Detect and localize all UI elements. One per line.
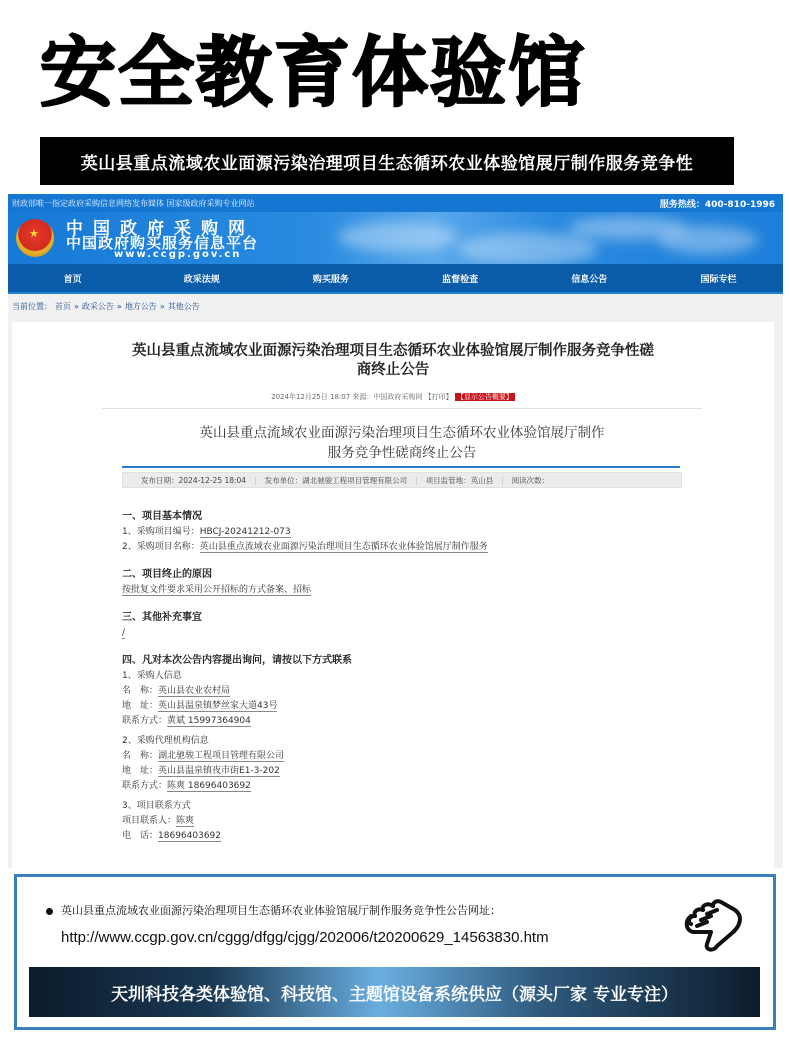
nav-regulations[interactable]: 政采法规 [183,274,220,285]
buyer-contact: 黄斌 15997364904 [167,716,251,726]
site-header [8,212,783,264]
info-bar: 发布日期：2024-12-25 18:04 | 发布单位：湖北驰骏工程项目管理有限公司 | 项目监管地：英山县 | 阅读次数： [122,472,682,488]
nav-announcements[interactable]: 信息公告 [571,274,608,285]
field-label: 名 称： [122,686,159,696]
article-title-line2: 商终止公告 [356,362,430,378]
agent-address: 英山县温泉镇夜市街E1-3-202 [158,766,280,776]
field-label: 联系方式： [122,716,168,726]
region: 项目监管地：英山县 [425,475,494,485]
breadcrumb-label: 当前位置： [12,301,52,311]
agent-heading: 2、采购代理机构信息 [122,736,209,746]
site-logo-url: www.ccgp.gov.cn [114,249,242,260]
article-panel [12,322,774,868]
divider [102,408,702,409]
publisher: 发布单位：湖北驰骏工程项目管理有限公司 [264,475,408,485]
show-summary-button[interactable]: 【显示公告概要】 [456,393,513,401]
field-label: 2、采购项目名称： [122,542,200,552]
page-hero-title: 安全教育体验馆 [40,28,586,117]
article-body [122,507,682,844]
field-label: 名 称： [122,751,159,761]
breadcrumb-sep: » [159,301,165,311]
project-name: 英山县重点流域农业面源污染治理项目生态循环农业体验馆展厅制作服务 [199,542,488,552]
field-label: 联系方式： [122,781,168,791]
breadcrumb-other-announcements[interactable]: 其他公告 [167,301,200,311]
main-nav [8,264,783,294]
blue-divider [122,466,680,468]
announcement-url-link[interactable]: http://www.ccgp.gov.cn/cggg/dfgg/cjgg/202006/t20200629_14563830.htm [61,929,549,946]
breadcrumb-sep: » [74,301,79,311]
breadcrumb-gov-announcements[interactable]: 政采公告 [81,301,114,311]
article-title-line1: 英山县重点流域农业面源污染治理项目生态循环农业体验馆展厅制作服务竞争性磋 [132,343,654,359]
article-meta [12,392,774,402]
top-slogan: 财政部唯一指定政府采购信息网络发布媒体 国家级政府采购专业网站 [12,198,255,208]
breadcrumb-home[interactable]: 首页 [55,301,71,311]
section-heading: 一、项目基本情况 [122,511,202,522]
nav-purchase-services[interactable]: 购买服务 [312,274,349,285]
section-heading: 三、其他补充事宜 [122,612,202,623]
project-contact-phone: 18696403692 [158,831,222,841]
inner-title-line1: 英山县重点流域农业面源污染治理项目生态循环农业体验馆展厅制作 [199,425,605,441]
supplier-banner: 天圳科技各类体验馆、科技馆、主题馆设备系统供应（源头厂家 专业专注） [29,967,760,1017]
buyer-heading: 1、采购人信息 [122,671,182,681]
national-emblem-icon: ★ [16,219,54,257]
pointing-hand-icon [677,892,757,956]
bullet-icon [46,908,53,915]
buyer-address: 英山县温泉镇梦丝家大道43号 [158,701,278,711]
promo-caption: 英山县重点流域农业面源污染治理项目生态循环农业体验馆展厅制作服务竞争性公告网址： [61,904,501,917]
buyer-name: 英山县农业农村局 [158,686,231,696]
breadcrumb [8,294,783,318]
breadcrumb-sep: » [116,301,122,311]
agent-contact: 陈爽 18696403692 [167,781,251,791]
project-contact-person: 陈爽 [176,816,195,826]
publish-date: 发布日期：2024-12-25 18:04 [141,475,247,485]
inner-title [102,423,702,463]
site-logo-title[interactable]: 中国政府采购网 [66,219,255,239]
field-label: 地 址： [122,701,159,711]
nav-home[interactable]: 首页 [63,274,82,285]
site-topbar [8,194,783,212]
breadcrumb-local-announcements[interactable]: 地方公告 [124,301,157,311]
promo-box [14,874,776,1030]
termination-reason: 按批复文件要求采用公开招标的方式备案、招标 [122,585,312,595]
hero-subtitle-banner: 英山县重点流域农业面源污染治理项目生态循环农业体验馆展厅制作服务竞争性 [40,137,734,185]
article-meta-text: 2024年12月25日 18:07 来源：中国政府采购网 【打印】 [271,393,453,401]
view-count: 阅读次数： [511,475,550,485]
inner-title-line2: 服务竞争性磋商终止公告 [327,445,477,461]
project-contact-heading: 3、项目联系方式 [122,801,191,811]
field-label: 项目联系人： [122,816,177,826]
field-label: 电 话： [122,831,159,841]
section-heading: 四、凡对本次公告内容提出询问，请按以下方式联系 [122,655,352,666]
ccgp-screenshot [8,194,783,868]
service-hotline: 服务热线：400-810-1996 [659,199,775,210]
field-label: 地 址： [122,766,159,776]
supplementary-text: / [122,628,126,638]
section-heading: 二、项目终止的原因 [122,569,212,580]
nav-international[interactable]: 国际专栏 [700,274,737,285]
field-label: 1、采购项目编号： [122,527,200,537]
article-title [12,342,774,380]
site-logo-subtitle: 中国政府购买服务信息平台 [66,234,259,252]
project-number: HBCJ-20241212-073 [199,527,291,537]
nav-supervision[interactable]: 监督检查 [442,274,479,285]
agent-name: 湖北驰骏工程项目管理有限公司 [158,751,285,761]
